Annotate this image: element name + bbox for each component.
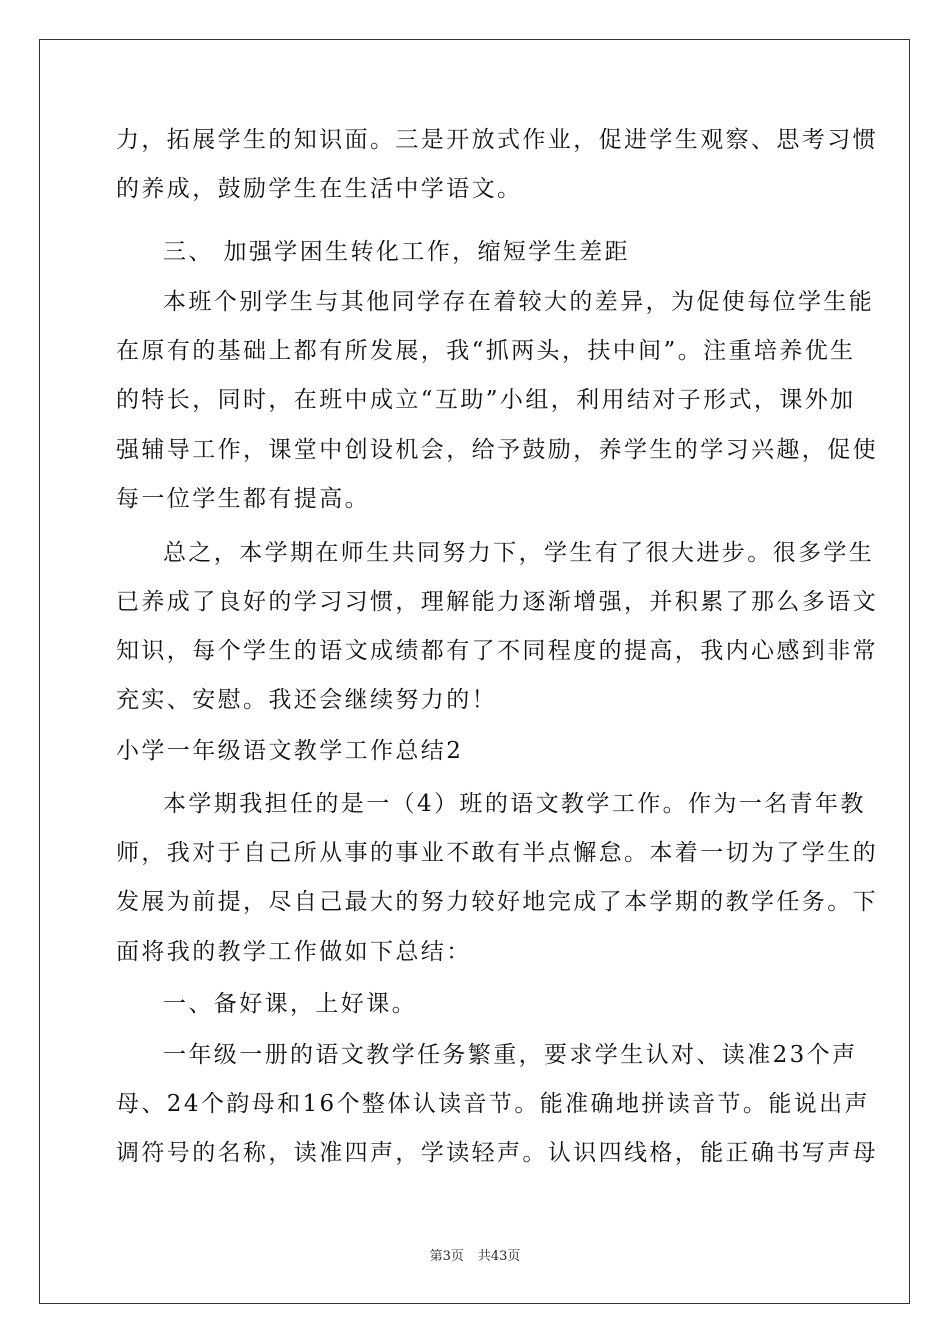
page-footer — [0, 1248, 950, 1266]
text-line: 力，拓展学生的知识面。三是开放式作业，促进学生观察、思考习惯 — [116, 127, 878, 153]
text-line: 师，我对于自己所从事的事业不敢有半点懈怠。本着一切为了学生的 — [116, 840, 878, 866]
section-heading: 三、 加强学困生转化工作，缩短学生差距 — [163, 239, 630, 265]
text-line: 充实、安慰。我还会继续努力的！ — [116, 687, 497, 713]
text-line: 强辅导工作，课堂中创设机会，给予鼓励，养学生的学习兴趣，促使 — [116, 437, 878, 463]
text-line: 知识，每个学生的语文成绩都有了不同程度的提高，我内心感到非常 — [116, 638, 878, 664]
text-line: 在原有的基础上都有所发展，我“抓两头，扶中间”。注重培养优生 — [116, 338, 856, 364]
text-line: 的特长，同时，在班中成立“互助”小组，利用结对子形式，课外加 — [116, 387, 856, 413]
text-line: 总之，本学期在师生共同努力下，学生有了很大进步。很多学生 — [163, 540, 875, 566]
text-line: 本班个别学生与其他同学存在着较大的差异，为促使每位学生能 — [163, 289, 875, 315]
text-line: 已养成了良好的学习习惯，理解能力逐渐增强，并积累了那么多语文 — [116, 589, 878, 615]
text-line: 调符号的名称，读准四声，学读轻声。认识四线格，能正确书写声母 — [116, 1140, 878, 1166]
text-line: 一年级一册的语文教学任务繁重，要求学生认对、读准23个声 — [163, 1042, 858, 1068]
text-line: 的养成，鼓励学生在生活中学语文。 — [116, 176, 523, 202]
text-line: 本学期我担任的是一（4）班的语文教学工作。作为一名青年教 — [163, 791, 866, 817]
article-title: 小学一年级语文教学工作总结2 — [116, 738, 464, 764]
text-line: 每一位学生都有提高。 — [116, 486, 370, 512]
text-line: 发展为前提，尽自己最大的努力较好地完成了本学期的教学任务。下 — [116, 889, 878, 915]
section-heading: 一、备好课，上好课。 — [163, 991, 417, 1017]
page-total: 共43页 — [477, 1249, 521, 1264]
text-line: 面将我的教学工作做如下总结： — [116, 939, 472, 965]
page-number: 第3页 — [429, 1249, 464, 1264]
text-line: 母、24个韵母和16个整体认读音节。能准确地拼读音节。能说出声 — [116, 1091, 870, 1117]
